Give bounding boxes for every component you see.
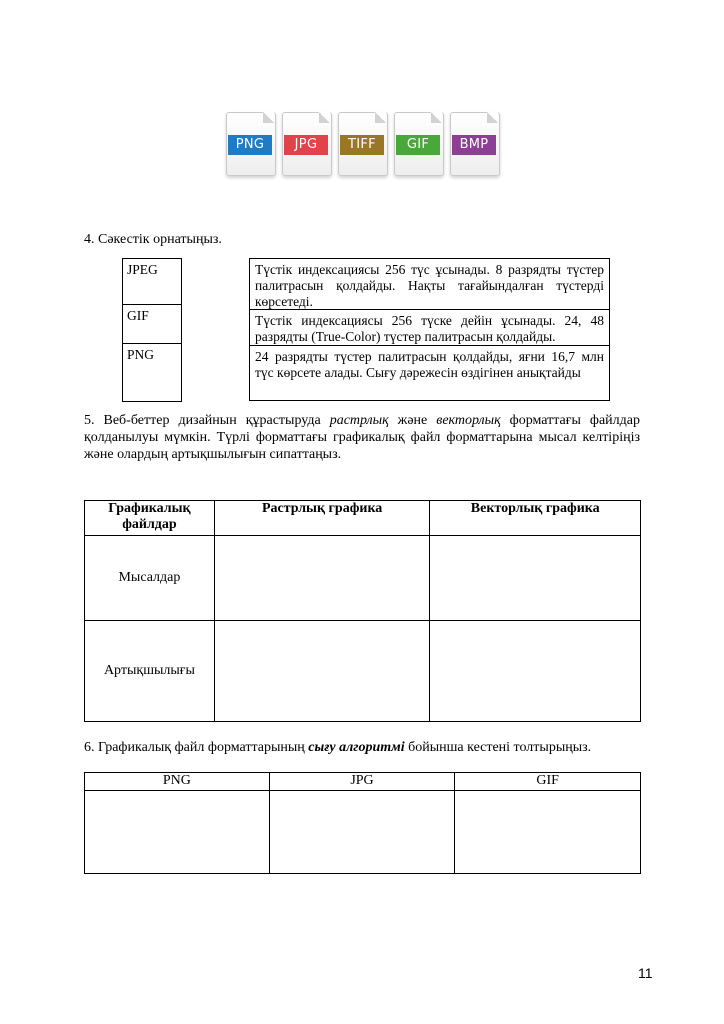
description-item: Түстік индексациясы 256 түске дейін ұсынады. 24, 48 разрядты (True-Color) түстер палитрасын қолдайды. — [250, 310, 609, 346]
description-column — [249, 258, 610, 401]
png-file-icon — [226, 112, 274, 176]
question-5-text — [84, 412, 640, 463]
format-item: PNG — [127, 347, 155, 362]
q5-text-part: 5. Веб-беттер дизайнын құрастыруда — [84, 413, 330, 428]
description-item: 24 разрядты түстер палитрасын қолдайды, яғни 16,7 млн түс көрсете алады. Сығу дәрежесін өздігінен анықтайды — [255, 349, 604, 380]
table-header: Векторлық графика — [430, 501, 641, 536]
table-header: Графикалық файлдар — [85, 501, 215, 536]
question-6-text — [84, 739, 591, 756]
q6-text-part: бойынша кестені толтырыңыз. — [404, 740, 592, 755]
answer-cell[interactable] — [455, 791, 641, 874]
q6-text-part: 6. Графикалық файл форматтарының — [84, 740, 309, 755]
table-header: Растрлық графика — [214, 501, 430, 536]
answer-cell[interactable] — [430, 621, 641, 722]
gif-icon-label: GIF — [396, 135, 440, 155]
bmp-icon-label: BMP — [452, 135, 496, 155]
q6-emphasis: сығу алгоритмі — [308, 740, 405, 755]
row-label-examples: Мысалдар — [85, 536, 215, 621]
compression-table — [84, 772, 641, 874]
format-item: GIF — [123, 305, 181, 344]
format-column — [122, 258, 182, 402]
page-number: 11 — [638, 965, 653, 981]
description-item: Түстік индексациясы 256 түс ұсынады. 8 разрядты түстер палитрасын қолдайды. Нақты тағайындалған түстерді көрсетеді. — [250, 259, 609, 310]
answer-cell[interactable] — [85, 791, 270, 874]
table-header: GIF — [455, 773, 641, 791]
row-label-advantages: Артықшылығы — [85, 621, 215, 722]
q5-emphasis-raster: растрлық — [329, 413, 389, 428]
jpg-file-icon — [282, 112, 330, 176]
question-4-title: 4. Сәкестік орнатыңыз. — [84, 232, 222, 247]
bmp-file-icon — [450, 112, 498, 176]
graphics-comparison-table — [84, 500, 641, 722]
jpg-icon-label: JPG — [284, 135, 328, 155]
table-header: PNG — [85, 773, 270, 791]
answer-cell[interactable] — [269, 791, 455, 874]
tiff-file-icon — [338, 112, 386, 176]
gif-file-icon — [394, 112, 442, 176]
format-item: JPEG — [123, 259, 181, 305]
png-icon-label: PNG — [228, 135, 272, 155]
q5-text-part: және — [388, 413, 437, 428]
file-format-icons — [226, 112, 498, 178]
answer-cell[interactable] — [214, 621, 430, 722]
q5-emphasis-vector: векторлық — [436, 413, 501, 428]
tiff-icon-label: TIFF — [340, 135, 384, 155]
answer-cell[interactable] — [430, 536, 641, 621]
q5-text-part: форматтағы файлдар қолданылуы мүмкін. Түрлі форматтағы графикалық файл форматтарына мысал келтіріңіз және олардың артықшылығын сипаттаңыз. — [84, 413, 640, 462]
table-header: JPG — [269, 773, 455, 791]
answer-cell[interactable] — [214, 536, 430, 621]
